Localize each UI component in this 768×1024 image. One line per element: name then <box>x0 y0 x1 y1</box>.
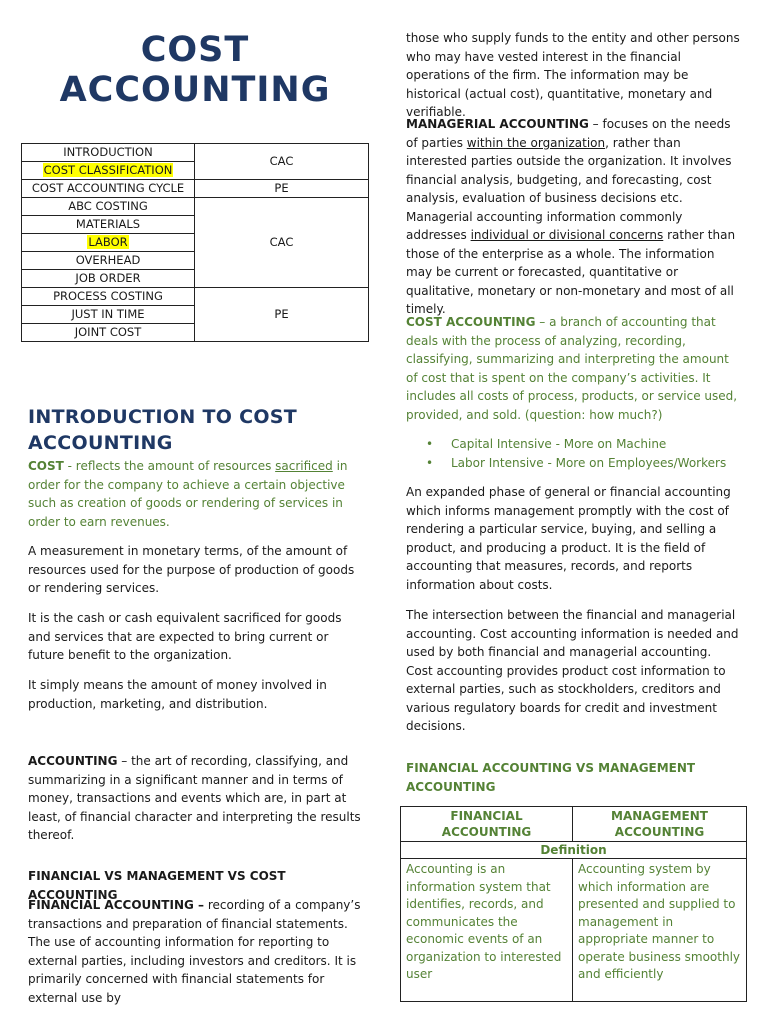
group-cell: CAC <box>195 144 369 180</box>
table-row <box>401 842 747 859</box>
comparison-table <box>400 806 747 1002</box>
fin-vs-mgmt-heading: FINANCIAL ACCOUNTING VS MANAGEMENT ACCOUNTING <box>406 761 696 794</box>
topic-cell: PROCESS COSTING <box>22 288 195 306</box>
table-row <box>401 807 747 842</box>
section-label: Definition <box>401 842 747 859</box>
intersection-paragraph: The intersection between the financial and managerial accounting. Cost accounting information is needed and used by both financial and managerial accounting. Cost accounting provides product cost information to external parties, such as stockholders, creditors and various regulatory boards for credit and investment decisions. <box>406 608 739 733</box>
topic-cell: OVERHEAD <box>22 252 195 270</box>
accounting-definition: ACCOUNTING – the art of recording, classifying, and summarizing in a significant manner and in terms of money, transactions and events which are, in part at least, of financial character and interpreting the results thereof. <box>28 754 361 842</box>
comparison-heading: FINANCIAL VS MANAGEMENT VS COST ACCOUNTING <box>28 869 286 902</box>
topic-cell: MATERIALS <box>22 216 195 234</box>
group-cell: CAC <box>195 198 369 288</box>
page-title <box>40 30 350 110</box>
table-row <box>22 288 369 306</box>
group-cell: PE <box>195 180 369 198</box>
group-cell: PE <box>195 288 369 342</box>
cost-accounting-definition: COST ACCOUNTING – a branch of accounting that deals with the process of analyzing, recording, classifying, summarizing and interpreting the amount of cost that is spent on the company’s activities. It includes all costs of process, products, or service used, provided, and sold. (question: how much?) <box>406 315 738 422</box>
list-item: • Labor Intensive - More on Employees/Workers <box>406 454 741 473</box>
topic-cell <box>22 162 195 180</box>
topic-cell: JOINT COST <box>22 324 195 342</box>
measurement-paragraph: A measurement in monetary terms, of the amount of resources used for the purpose of production of goods or rendering services. <box>28 544 355 595</box>
expanded-phase-paragraph: An expanded phase of general or financial accounting which informs management promptly with the cost of rendering a particular service, buying, and selling a product, and producing a product. It is the field of accounting that measures, records, and reports information about costs. <box>406 485 731 592</box>
cash-paragraph: It is the cash or cash equivalent sacrificed for goods and services that are expected to bring current or future benefit to the organization. <box>28 611 342 662</box>
table-row <box>22 144 369 162</box>
bullet-icon: • <box>426 437 434 451</box>
topic-cell: INTRODUCTION <box>22 144 195 162</box>
topics-table <box>21 143 369 342</box>
table-row <box>22 180 369 198</box>
topic-cell: JUST IN TIME <box>22 306 195 324</box>
column-header: FINANCIAL ACCOUNTING <box>401 807 573 842</box>
topic-cell: JOB ORDER <box>22 270 195 288</box>
financial-accounting-definition: FINANCIAL ACCOUNTING – recording of a company’s transactions and preparation of financial statements. The use of accounting information for reporting to external parties, including investors and creditors. It is primarily concerned with financial statements for external use by <box>28 898 361 1005</box>
topic-cell: COST ACCOUNTING CYCLE <box>22 180 195 198</box>
management-definition-cell: Accounting system by which information are presented and supplied to management in appropriate manner to operate business smoothly and efficiently <box>573 859 747 1002</box>
title-line-1: COST <box>140 30 250 70</box>
financial-continued-paragraph: those who supply funds to the entity and other persons who may have vested interest in the financial operations of the firm. The information may be historical (actual cost), quantitative, monetary and verifiable. <box>406 31 740 119</box>
list-item: • Capital Intensive - More on Machine <box>406 435 741 454</box>
money-paragraph: It simply means the amount of money involved in production, marketing, and distribution. <box>28 678 327 711</box>
bullet-icon: • <box>426 456 434 470</box>
managerial-accounting-definition: MANAGERIAL ACCOUNTING – focuses on the needs of parties within the organization, rather than interested parties outside the organization. It involves financial analysis, budgeting, and forecasting, cost analysis, evaluation of business decisions etc. Managerial accounting information commonly addresses individual or divisional concerns rather than those of the enterprise as a whole. The information may be current or forecasted, quantitative or qualitative, monetary or non-monetary and most of all timely. <box>406 117 736 316</box>
intensity-bullet-list <box>406 435 741 473</box>
intro-heading: INTRODUCTION TO COST ACCOUNTING <box>28 406 298 454</box>
cost-definition: COST - reflects the amount of resources sacrificed in order for the company to achieve a certain objective such as creation of goods or rendering of services in order to earn revenues. <box>28 459 348 529</box>
topic-cell <box>22 234 195 252</box>
topic-cell: ABC COSTING <box>22 198 195 216</box>
title-line-2: ACCOUNTING <box>59 70 331 110</box>
table-row <box>22 198 369 216</box>
table-row <box>401 859 747 1002</box>
financial-definition-cell: Accounting is an information system that identifies, records, and communicates the economic events of an organization to interested user <box>401 859 573 1002</box>
column-header: MANAGEMENT ACCOUNTING <box>573 807 747 842</box>
highlighted-topic: COST CLASSIFICATION <box>43 163 173 177</box>
highlighted-topic: LABOR <box>88 235 128 249</box>
